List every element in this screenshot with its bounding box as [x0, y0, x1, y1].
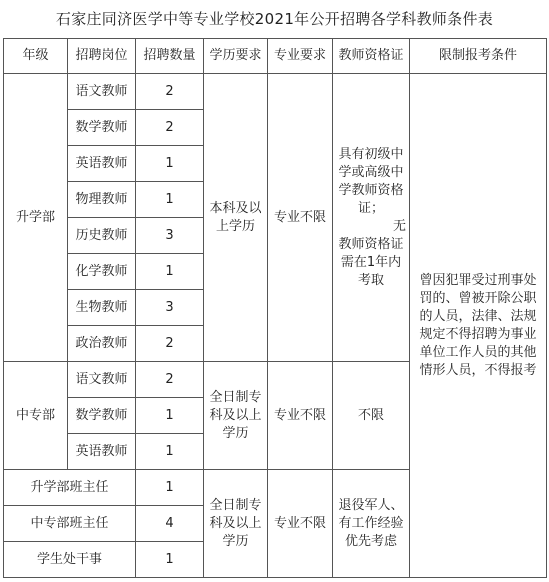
count-cell: 2	[136, 326, 204, 362]
certificate-cell	[333, 74, 410, 362]
education-cell	[204, 74, 268, 362]
position-cell: 物理教师	[68, 182, 136, 218]
count-cell: 1	[136, 470, 204, 506]
education-line: 上学历	[215, 218, 255, 234]
count-cell: 1	[136, 182, 204, 218]
restriction-line: 的人员，法律、法规	[419, 308, 537, 324]
header-position: 招聘岗位	[68, 39, 136, 74]
position-cell: 化学教师	[68, 254, 136, 290]
education-line: 本科及以	[209, 200, 262, 216]
count-cell: 1	[136, 542, 204, 578]
grade-cell: 升学部	[4, 74, 68, 362]
education-cell	[204, 362, 268, 470]
position-cell: 语文教师	[68, 74, 136, 110]
education-cell	[204, 470, 268, 578]
education-line: 学历	[222, 425, 249, 441]
restriction-line: 单位工作人员的其他	[419, 344, 537, 360]
count-cell: 2	[136, 362, 204, 398]
count-cell: 4	[136, 506, 204, 542]
restriction-line: 规定不得招聘为事业	[419, 326, 537, 342]
certificate-line: 无	[392, 218, 406, 234]
education-line: 科及以上	[209, 515, 262, 531]
header-restriction: 限制报考条件	[410, 39, 547, 74]
certificate-line: 学教师资格	[338, 182, 404, 198]
recruitment-table	[3, 38, 547, 578]
certificate-cell	[333, 470, 410, 578]
position-cell: 中专部班主任	[4, 506, 136, 542]
certificate-cell: 不限	[333, 362, 410, 470]
count-cell: 1	[136, 434, 204, 470]
count-cell: 3	[136, 218, 204, 254]
document-title: 石家庄同济医学中等专业学校2021年公开招聘各学科教师条件表	[55, 10, 494, 28]
header-major: 专业要求	[268, 39, 333, 74]
certificate-line: 需在1年内	[340, 254, 402, 270]
position-cell: 学生处干事	[4, 542, 136, 578]
count-cell: 2	[136, 110, 204, 146]
header-grade: 年级	[4, 39, 68, 74]
grade-cell: 中专部	[4, 362, 68, 470]
count-cell: 1	[136, 254, 204, 290]
certificate-line: 考取	[357, 272, 384, 288]
count-cell: 3	[136, 290, 204, 326]
restriction-line: 曾因犯罪受过刑事处	[419, 272, 537, 288]
certificate-line: 退役军人、	[338, 497, 404, 513]
education-line: 学历	[222, 533, 249, 549]
education-line: 全日制专	[209, 389, 262, 405]
position-cell: 升学部班主任	[4, 470, 136, 506]
position-cell: 历史教师	[68, 218, 136, 254]
education-line: 科及以上	[209, 407, 262, 423]
restriction-line: 罚的、曾被开除公职	[419, 290, 537, 306]
header-certificate: 教师资格证	[333, 39, 410, 74]
certificate-line: 优先考虑	[344, 533, 397, 549]
count-cell: 2	[136, 74, 204, 110]
header-count: 招聘数量	[136, 39, 204, 74]
table-row	[4, 74, 547, 110]
position-cell: 英语教师	[68, 434, 136, 470]
major-cell: 专业不限	[268, 470, 333, 578]
position-cell: 语文教师	[68, 362, 136, 398]
position-cell: 生物教师	[68, 290, 136, 326]
certificate-line: 具有初级中	[338, 146, 404, 162]
major-cell: 专业不限	[268, 74, 333, 362]
header-education: 学历要求	[204, 39, 268, 74]
count-cell: 1	[136, 398, 204, 434]
restriction-line: 情形人员，不得报考	[419, 362, 537, 378]
table-header-row	[4, 39, 547, 74]
education-line: 全日制专	[209, 497, 262, 513]
position-cell: 政治教师	[68, 326, 136, 362]
certificate-line: 有工作经验	[338, 515, 404, 531]
restriction-cell	[410, 74, 547, 578]
major-cell: 专业不限	[268, 362, 333, 470]
count-cell: 1	[136, 146, 204, 182]
position-cell: 数学教师	[68, 398, 136, 434]
certificate-line: 学或高级中	[338, 164, 404, 180]
certificate-line: 证；	[357, 200, 384, 216]
position-cell: 英语教师	[68, 146, 136, 182]
certificate-line: 教师资格证	[338, 236, 404, 252]
position-cell: 数学教师	[68, 110, 136, 146]
